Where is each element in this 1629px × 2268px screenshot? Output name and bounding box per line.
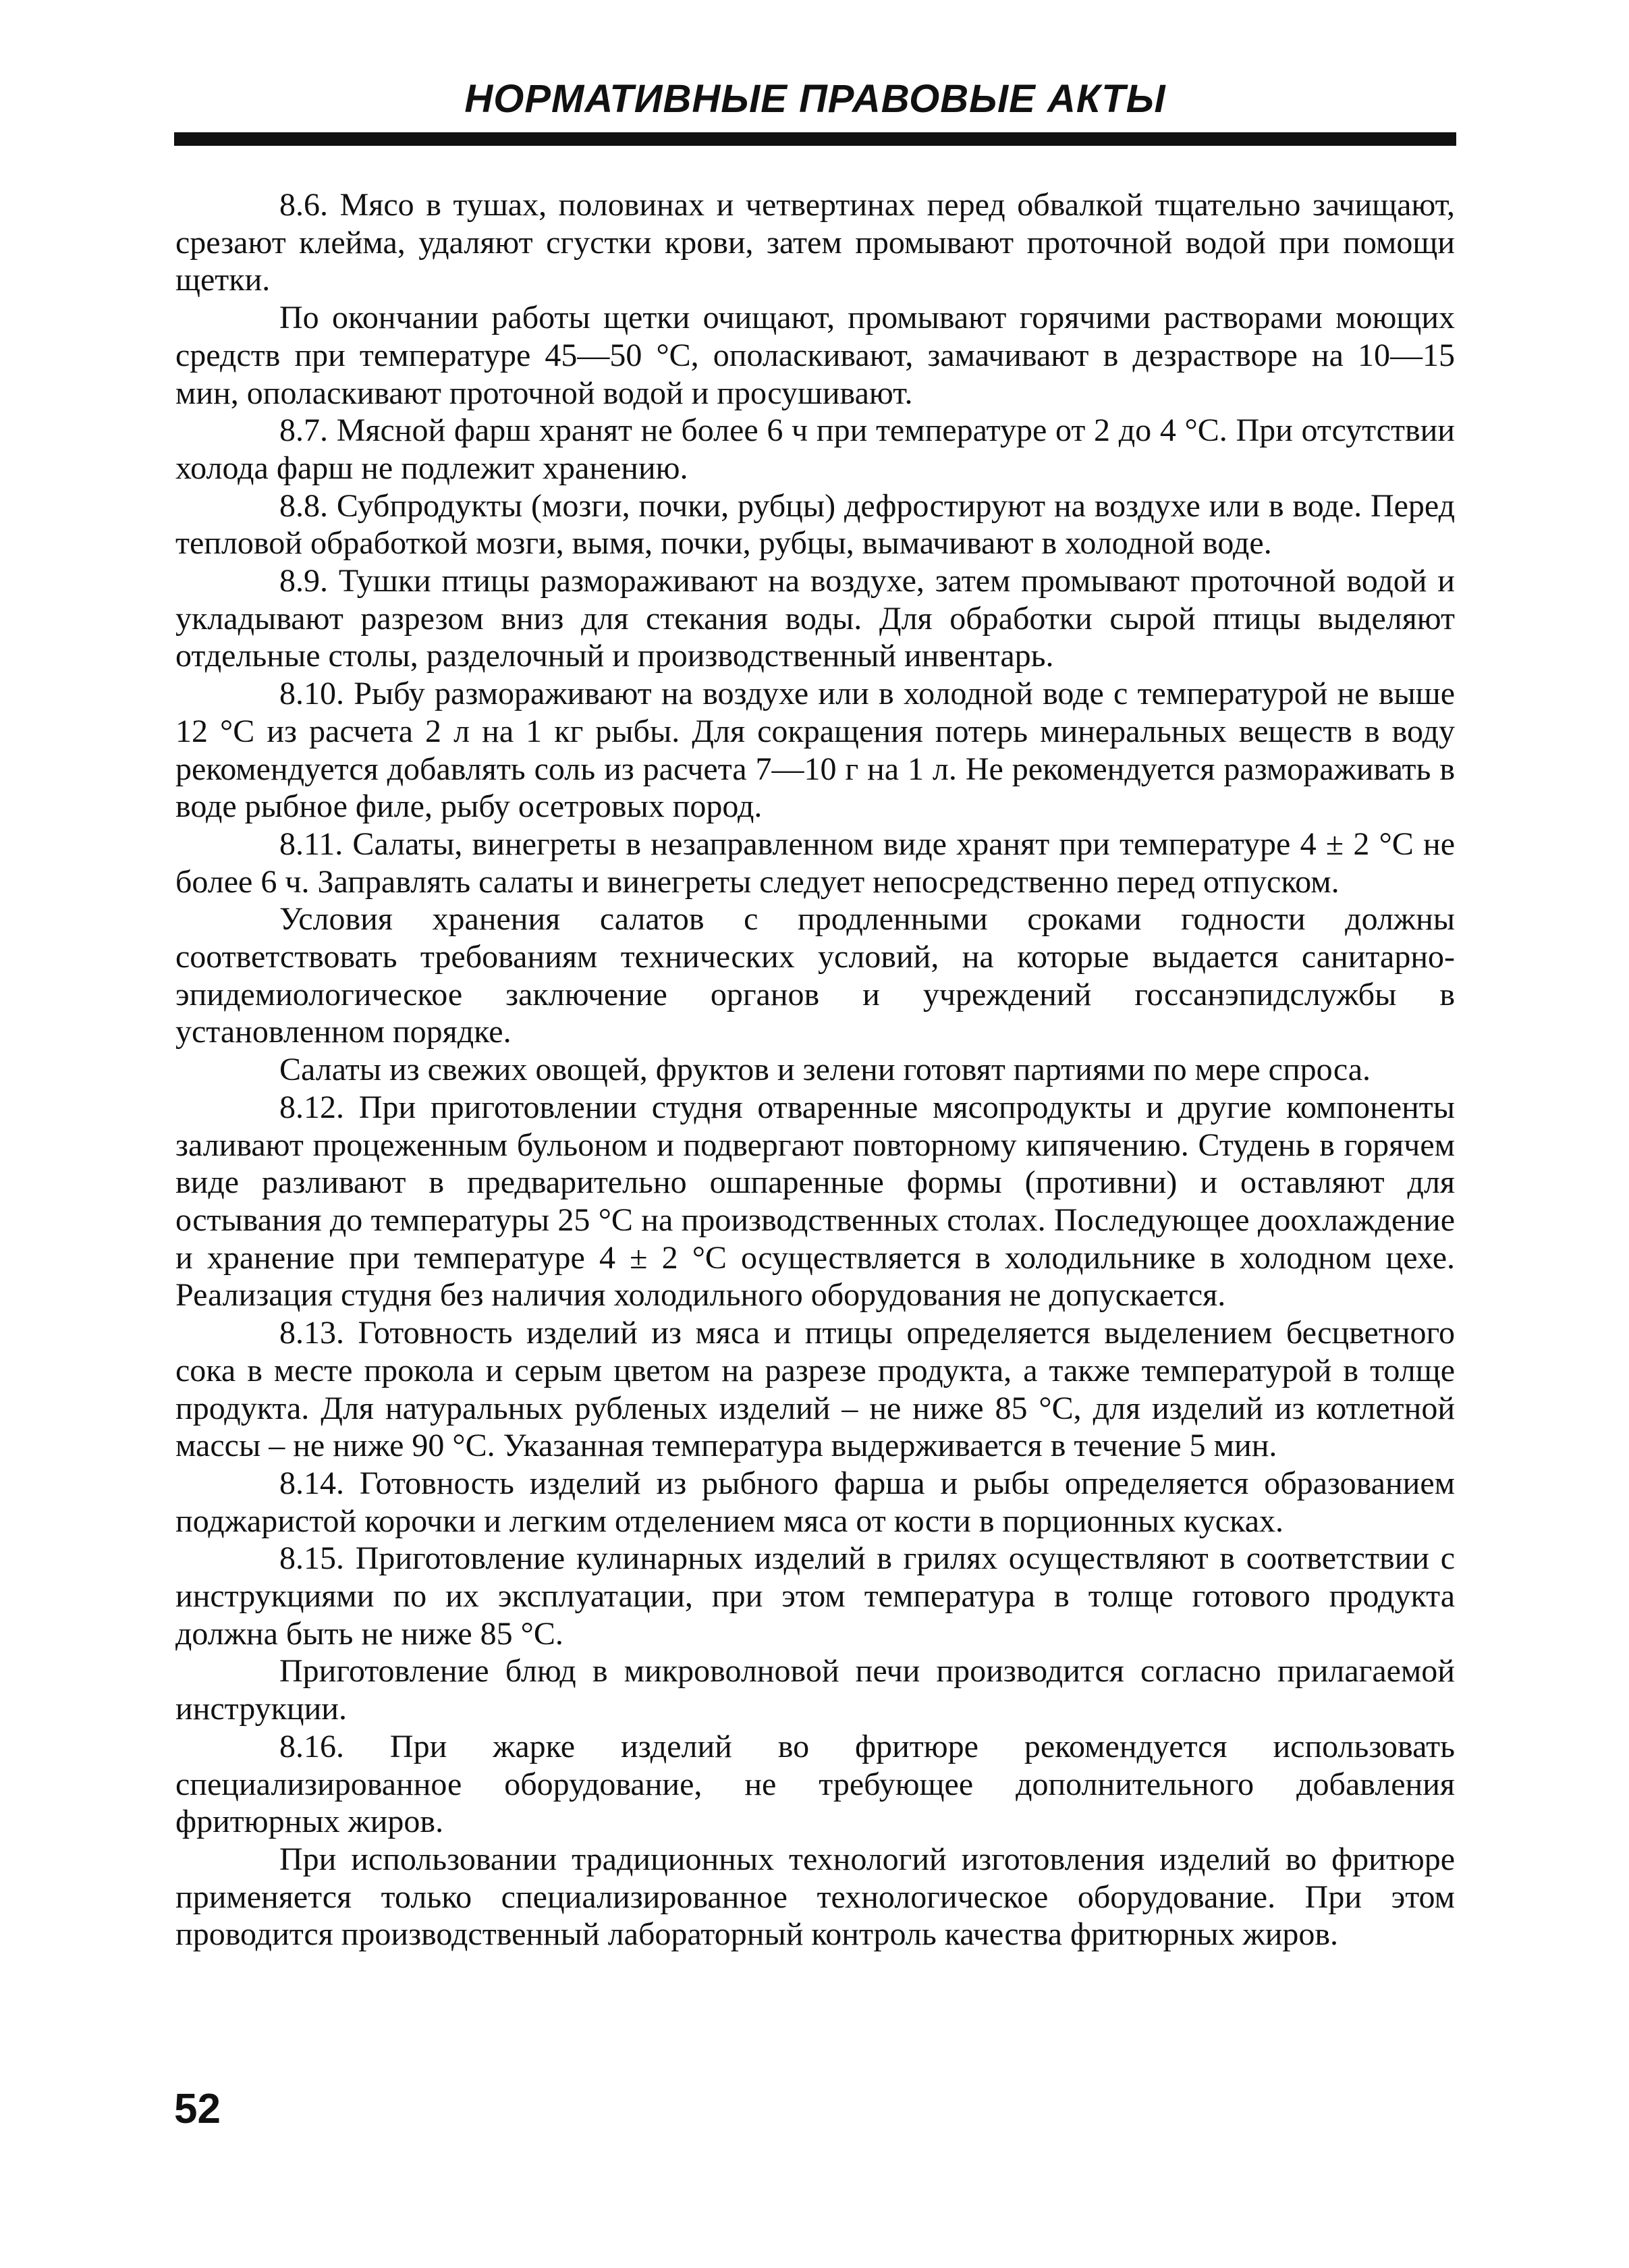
body-text [175,186,1455,1953]
paragraph-8-16: 8.16. При жарке изделий во фритюре рекомендуется использовать специализированное оборудование, не требующее дополнительного добавления фритюрных жиров. [175,1728,1455,1840]
running-header: НОРМАТИВНЫЕ ПРАВОВЫЕ АКТЫ [464,77,1166,121]
paragraph-8-13: 8.13. Готовность изделий из мяса и птицы определяется выделением бесцветного сока в месте прокола и серым цветом на разрезе продукта, а также температурой в толще продукта. Для натуральных рубленых изделий – не ниже 85 °С, для изделий из котлетной массы – не ниже 90 °С. Указанная температура выдерживается в течение 5 мин. [175,1315,1455,1464]
paragraph-8-14: 8.14. Готовность изделий из рыбного фарша и рыбы определяется образованием поджаристой корочки и легким отделением мяса от кости в порционных кусках. [175,1465,1455,1539]
paragraph-fresh-salads: Салаты из свежих овощей, фруктов и зелени готовят партиями по мере спроса. [279,1052,1371,1088]
paragraph-8-9: 8.9. Тушки птицы размораживают на воздухе, затем промывают проточной водой и укладывают разрезом вниз для стекания воды. Для обработки сырой птицы выделяют отдельные столы, разделочный и производственный инвентарь. [175,563,1455,674]
paragraph-8-15: 8.15. Приготовление кулинарных изделий в грилях осуществляют в соответствии с инструкциями по их эксплуатации, при этом температура в толще готового продукта должна быть не ниже 85 °С. [175,1540,1455,1652]
paragraph-8-8: 8.8. Субпродукты (мозги, почки, рубцы) дефростируют на воздухе или в воде. Перед тепловой обработкой мозги, вымя, почки, рубцы, вымачивают в холодной воде. [175,487,1455,562]
paragraph-traditional-frying: При использовании традиционных технологий изготовления изделий во фритюре применяется только специализированное технологическое оборудование. При этом проводится производственный лабораторный контроль качества фритюрных жиров. [175,1841,1455,1953]
paragraph-salad-storage: Условия хранения салатов с продленными сроками годности должны соответствовать требованиям технических условий, на которые выдается санитарно-эпидемиологическое заключение органов и учреждений госсанэпидслужбы в установленном порядке. [175,901,1455,1050]
header-rule [174,132,1456,146]
paragraph-brush-cleaning: По окончании работы щетки очищают, промывают горячими растворами моющих средств при температуре 45—50 °С, ополаскивают, замачивают в дезрастворе на 10—15 мин, ополаскивают проточной водой и просушивают. [175,300,1455,411]
paragraph-8-10: 8.10. Рыбу размораживают на воздухе или в холодной воде с температурой не выше 12 °С из расчета 2 л на 1 кг рыбы. Для сокращения потерь минеральных веществ в воду рекомендуется добавлять соль из расчета 7—10 г на 1 л. Не рекомендуется размораживать в воде рыбное филе, рыбу осетровых пород. [175,676,1455,825]
paragraph-microwave: Приготовление блюд в микроволновой печи производится согласно прилагаемой инструкции. [175,1653,1455,1727]
page-number: 52 [174,2086,221,2132]
paragraph-8-7: 8.7. Мясной фарш хранят не более 6 ч при температуре от 2 до 4 °С. При отсутствии холода фарш не подлежит хранению. [175,412,1455,486]
paragraph-8-11: 8.11. Салаты, винегреты в незаправленном виде хранят при температуре 4 ± 2 °С не более 6 ч. Заправлять салаты и винегреты следует непосредственно перед отпуском. [175,826,1455,900]
paragraph-8-12: 8.12. При приготовлении студня отваренные мясопродукты и другие компоненты заливают процеженным бульоном и подвергают повторному кипячению. Студень в горячем виде разливают в предварительно ошпаренные формы (противни) и оставляют для остывания до температуры 25 °С на производственных столах. Последующее доохлаждение и хранение при температуре 4 ± 2 °С осуществляется в холодильнике в холодном цехе. Реализация студня без наличия холодильного оборудования не допускается. [175,1089,1455,1314]
paragraph-8-6: 8.6. Мясо в тушах, половинах и четвертинах перед обвалкой тщательно зачищают, срезают клейма, удаляют сгустки крови, затем промывают проточной водой при помощи щетки. [175,187,1455,298]
